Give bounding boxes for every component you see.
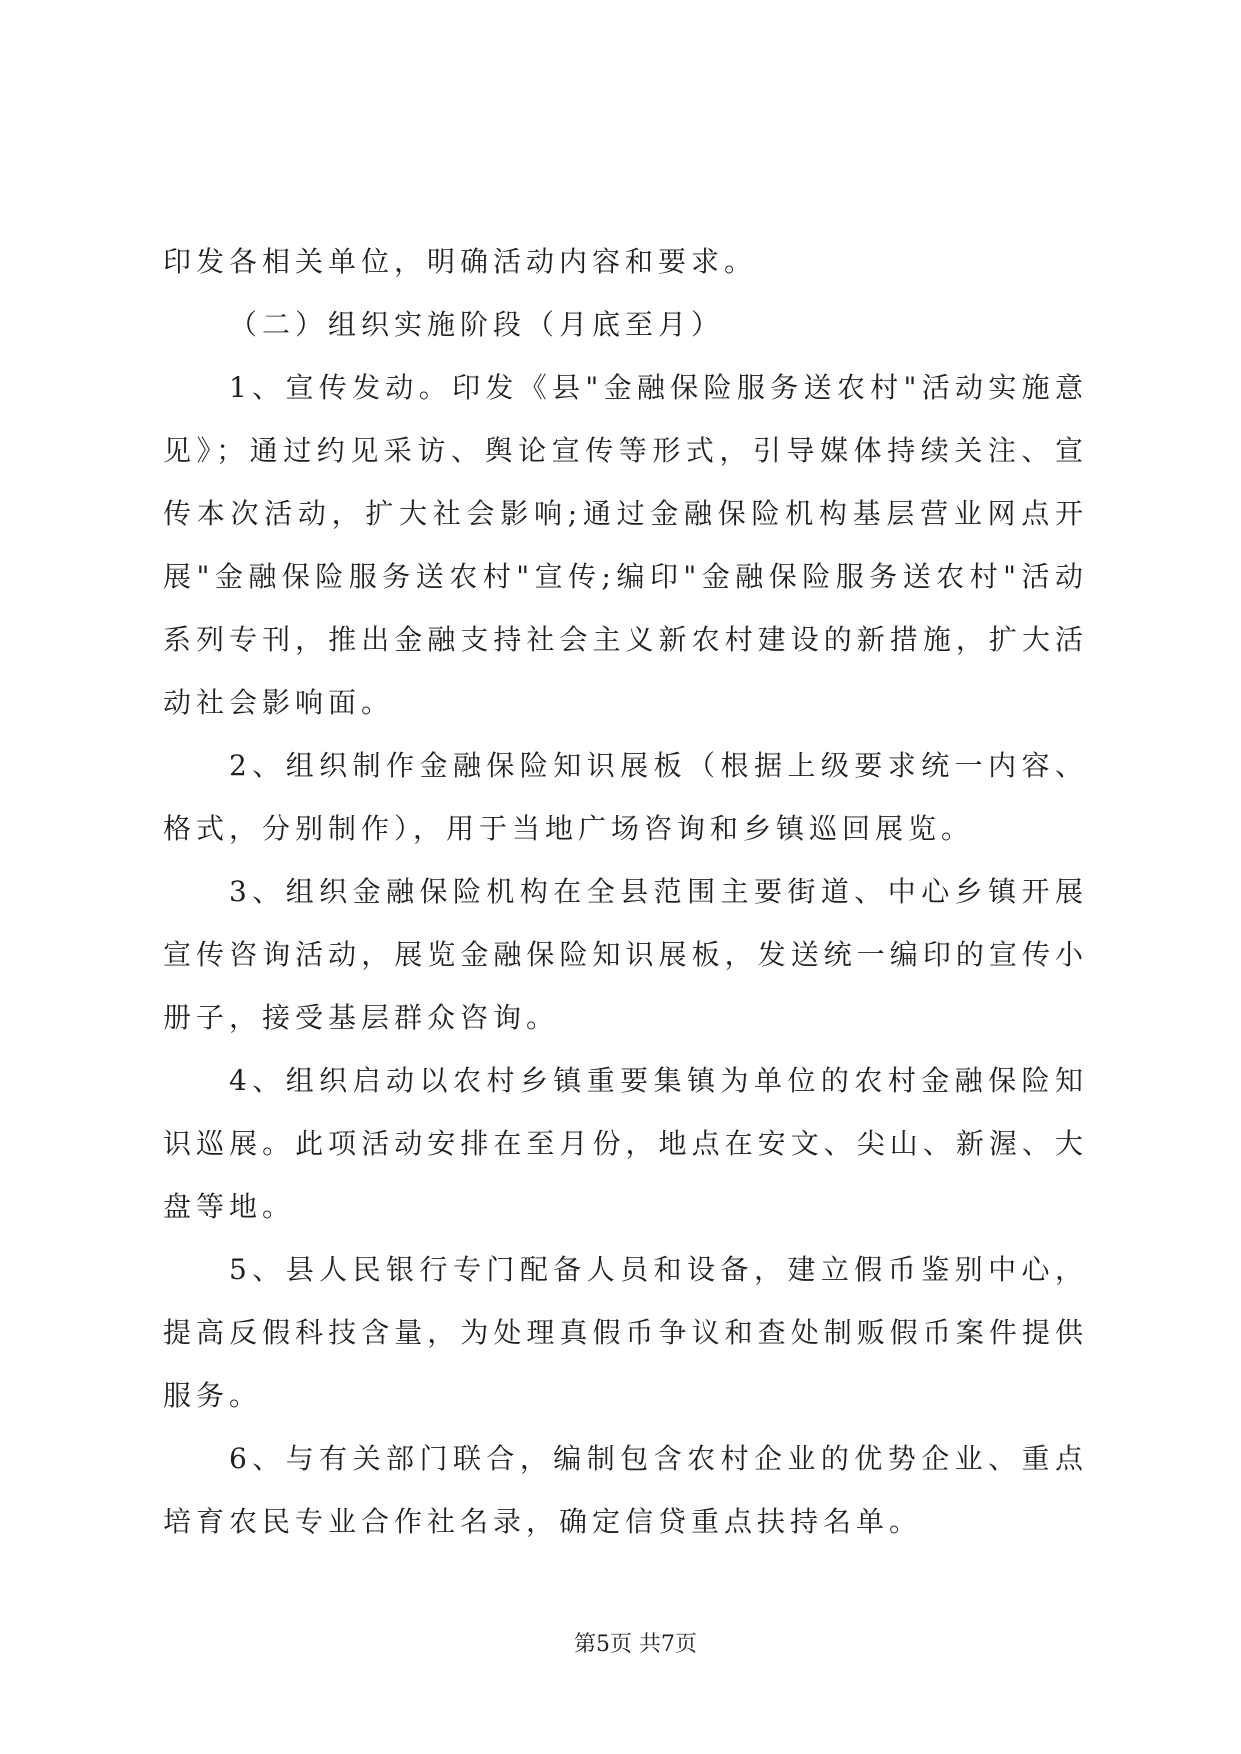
paragraph bbox=[163, 356, 1086, 734]
text-line: 展"金融保险服务送农村"宣传;编印"金融保险服务送农村"活动 bbox=[163, 560, 1086, 593]
text-line: 提高反假科技含量，为处理真假币争议和查处制贩假币案件提供 bbox=[163, 1316, 1086, 1349]
text-line: 6、与有关部门联合，编制包含农村企业的优势企业、重点 bbox=[229, 1442, 1086, 1475]
text-line: 系列专刊，推出金融支持社会主义新农村建设的新措施，扩大活 bbox=[163, 623, 1086, 656]
text-line: 盘等地。 bbox=[163, 1190, 296, 1223]
paragraph bbox=[163, 1427, 1086, 1553]
text-line: 培育农民专业合作社名录，确定信贷重点扶持名单。 bbox=[163, 1505, 923, 1538]
text-line: 印发各相关单位，明确活动内容和要求。 bbox=[163, 245, 758, 278]
text-line: 格式，分别制作），用于当地广场咨询和乡镇巡回展览。 bbox=[163, 812, 975, 845]
text-line: 5、县人民银行专门配备人员和设备，建立假币鉴别中心， bbox=[229, 1253, 1086, 1286]
paragraph bbox=[163, 230, 1086, 293]
section-heading bbox=[163, 293, 1086, 356]
text-line: 宣传咨询活动，展览金融保险知识展板，发送统一编印的宣传小 bbox=[163, 938, 1086, 971]
paragraph bbox=[163, 734, 1086, 860]
page-number-footer: 第5页 共7页 bbox=[574, 1632, 697, 1657]
paragraph bbox=[163, 860, 1086, 1049]
text-line: 4、组织启动以农村乡镇重要集镇为单位的农村金融保险知 bbox=[229, 1064, 1086, 1097]
text-line: 见》；通过约见采访、舆论宣传等形式，引导媒体持续关注、宣 bbox=[163, 434, 1086, 467]
text-line: 动社会影响面。 bbox=[163, 686, 395, 719]
text-line: 册子，接受基层群众咨询。 bbox=[163, 1001, 560, 1034]
text-line: 服务。 bbox=[163, 1379, 263, 1412]
paragraph bbox=[163, 1049, 1086, 1238]
text-line: 1、宣传发动。印发《县"金融保险服务送农村"活动实施意 bbox=[229, 371, 1086, 404]
text-line: （二）组织实施阶段（月底至月） bbox=[229, 308, 725, 341]
text-line: 识巡展。此项活动安排在至月份，地点在安文、尖山、新渥、大 bbox=[163, 1127, 1086, 1160]
document-body bbox=[163, 230, 1086, 1553]
paragraph bbox=[163, 1238, 1086, 1427]
text-line: 3、组织金融保险机构在全县范围主要街道、中心乡镇开展 bbox=[229, 875, 1086, 908]
text-line: 传本次活动，扩大社会影响;通过金融保险机构基层营业网点开 bbox=[163, 497, 1086, 530]
text-line: 2、组织制作金融保险知识展板（根据上级要求统一内容、 bbox=[229, 749, 1086, 782]
